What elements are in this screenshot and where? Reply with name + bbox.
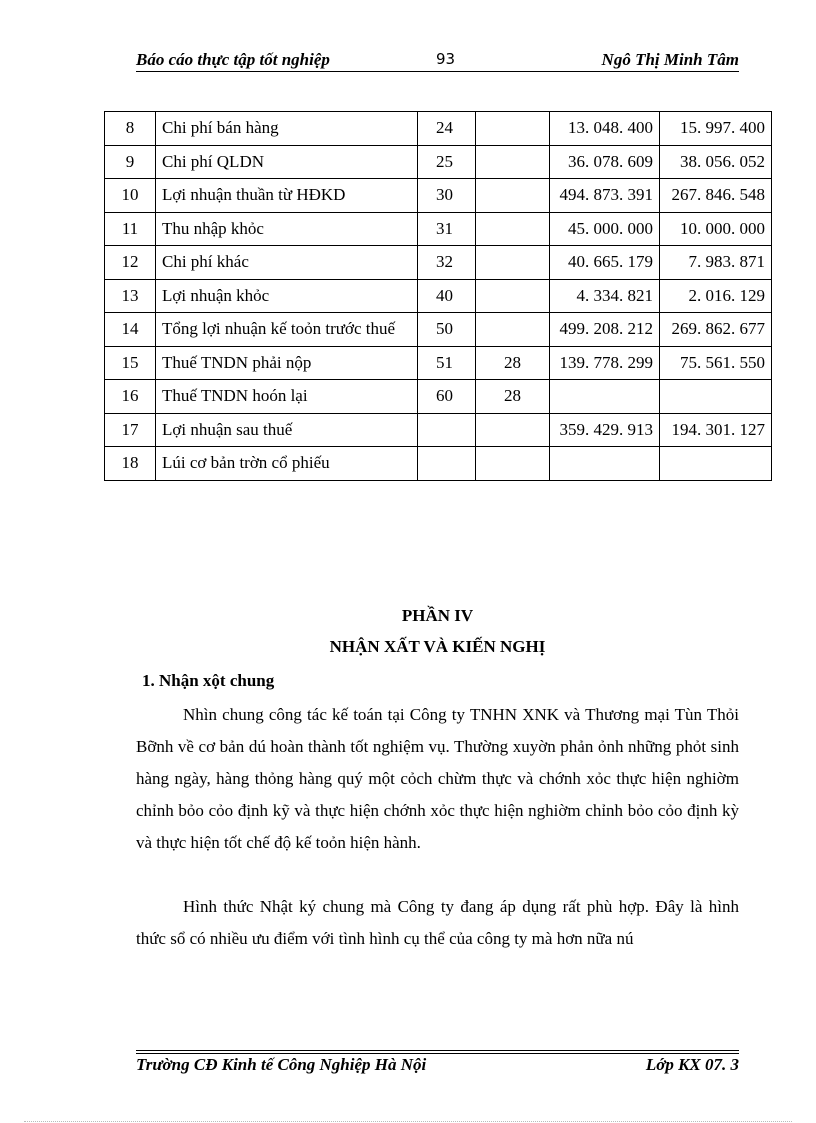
row-number: 14 xyxy=(105,313,156,347)
item-name: Chi phí QLDN xyxy=(156,145,418,179)
previous-amount: 7. 983. 871 xyxy=(660,246,772,280)
previous-amount: 15. 997. 400 xyxy=(660,112,772,146)
footer-rule xyxy=(136,1053,739,1054)
table-row xyxy=(105,112,772,146)
current-amount: 40. 665. 179 xyxy=(550,246,660,280)
note-ref: 28 xyxy=(476,380,550,414)
current-amount xyxy=(550,380,660,414)
item-name: Lợi nhuận sau thuế xyxy=(156,413,418,447)
table-row xyxy=(105,246,772,280)
item-name: Lợi nhuận khỏc xyxy=(156,279,418,313)
previous-amount: 10. 000. 000 xyxy=(660,212,772,246)
note-ref: 28 xyxy=(476,346,550,380)
item-name: Thuế TNDN hoón lại xyxy=(156,380,418,414)
paragraph-text: Nhìn chung công tác kế toán tại Công ty TNHN XNK và Thương mại Tùn Thỏi Bỡnh về cơ bản dú hoàn thành tốt nghiệm vụ. Thường xuyờn phản ỏnh những phỏt sinh hàng ngày, hàng thỏng hàng quý một cỏch chừm thực và chớnh xỏc thực hiện nghiờm chỉnh bỏo cỏo định kỹ và thực hiện chớnh xỏc thực hiện nghiờm chỉnh bỏo cỏo định kỳ và thực hiện tốt chế độ kế toỏn hiện hành. xyxy=(136,705,739,852)
part-heading: PHẦN IV xyxy=(401,606,474,625)
class-code: Lớp KX 07. 3 xyxy=(645,1055,739,1074)
table-row xyxy=(105,413,772,447)
table-row xyxy=(105,380,772,414)
item-code: 32 xyxy=(418,246,476,280)
row-number: 18 xyxy=(105,447,156,481)
item-name: Chi phí khác xyxy=(156,246,418,280)
row-number: 11 xyxy=(105,212,156,246)
item-code: 31 xyxy=(418,212,476,246)
item-name: Thuế TNDN phải nộp xyxy=(156,346,418,380)
note-ref xyxy=(476,212,550,246)
author-name: Ngô Thị Minh Tâm xyxy=(601,50,739,69)
item-code: 30 xyxy=(418,179,476,213)
table-row xyxy=(105,279,772,313)
footer-rule xyxy=(136,1050,739,1051)
previous-amount: 38. 056. 052 xyxy=(660,145,772,179)
school-name: Trường CĐ Kinh tế Công Nghiệp Hà Nội xyxy=(136,1055,427,1074)
current-amount: 36. 078. 609 xyxy=(550,145,660,179)
note-ref xyxy=(476,246,550,280)
note-ref xyxy=(476,179,550,213)
current-amount: 4. 334. 821 xyxy=(550,279,660,313)
item-code: 51 xyxy=(418,346,476,380)
previous-amount: 2. 016. 129 xyxy=(660,279,772,313)
table-row xyxy=(105,212,772,246)
item-name: Lúi cơ bản trờn cổ phiếu xyxy=(156,447,418,481)
row-number: 16 xyxy=(105,380,156,414)
row-number: 12 xyxy=(105,246,156,280)
subsection-heading: 1. Nhận xột chung xyxy=(142,671,275,690)
item-name: Lợi nhuận thuần từ HĐKD xyxy=(156,179,418,213)
row-number: 13 xyxy=(105,279,156,313)
paragraph xyxy=(136,891,739,955)
note-ref xyxy=(476,313,550,347)
previous-amount: 194. 301. 127 xyxy=(660,413,772,447)
note-ref xyxy=(476,145,550,179)
item-code: 60 xyxy=(418,380,476,414)
row-number: 8 xyxy=(105,112,156,146)
section-title: NHẬN XẤT VÀ KIẾN NGHỊ xyxy=(329,637,546,656)
item-name: Tổng lợi nhuận kế toỏn trước thuế xyxy=(156,313,418,347)
previous-amount: 75. 561. 550 xyxy=(660,346,772,380)
item-code: 50 xyxy=(418,313,476,347)
table-row xyxy=(105,313,772,347)
table-row xyxy=(105,145,772,179)
item-code: 24 xyxy=(418,112,476,146)
report-title: Báo cáo thực tập tốt nghiệp xyxy=(136,50,330,69)
previous-amount xyxy=(660,380,772,414)
table-row xyxy=(105,447,772,481)
note-ref xyxy=(476,413,550,447)
current-amount: 45. 000. 000 xyxy=(550,212,660,246)
previous-amount: 267. 846. 548 xyxy=(660,179,772,213)
current-amount: 494. 873. 391 xyxy=(550,179,660,213)
current-amount xyxy=(550,447,660,481)
paragraph xyxy=(136,699,739,859)
paragraph-text: Hình thức Nhật ký chung mà Công ty đang áp dụng rất phù hợp. Đây là hình thức sổ có nhiều ưu điểm với tình hình cụ thể của công ty mà hơn nữa nú xyxy=(136,897,739,948)
row-number: 9 xyxy=(105,145,156,179)
item-code: 25 xyxy=(418,145,476,179)
item-code xyxy=(418,413,476,447)
item-code: 40 xyxy=(418,279,476,313)
current-amount: 13. 048. 400 xyxy=(550,112,660,146)
item-name: Thu nhập khỏc xyxy=(156,212,418,246)
note-ref xyxy=(476,447,550,481)
table-row xyxy=(105,346,772,380)
page-edge xyxy=(24,1121,792,1122)
previous-amount xyxy=(660,447,772,481)
page-number: 93 xyxy=(436,50,456,68)
row-number: 15 xyxy=(105,346,156,380)
item-name: Chi phí bán hàng xyxy=(156,112,418,146)
previous-amount: 269. 862. 677 xyxy=(660,313,772,347)
table-row xyxy=(105,179,772,213)
row-number: 10 xyxy=(105,179,156,213)
page-header xyxy=(136,48,739,72)
current-amount: 499. 208. 212 xyxy=(550,313,660,347)
note-ref xyxy=(476,112,550,146)
current-amount: 359. 429. 913 xyxy=(550,413,660,447)
header-rule xyxy=(136,71,739,72)
note-ref xyxy=(476,279,550,313)
income-statement-table xyxy=(104,111,772,481)
row-number: 17 xyxy=(105,413,156,447)
page-footer xyxy=(136,1055,739,1079)
current-amount: 139. 778. 299 xyxy=(550,346,660,380)
item-code xyxy=(418,447,476,481)
